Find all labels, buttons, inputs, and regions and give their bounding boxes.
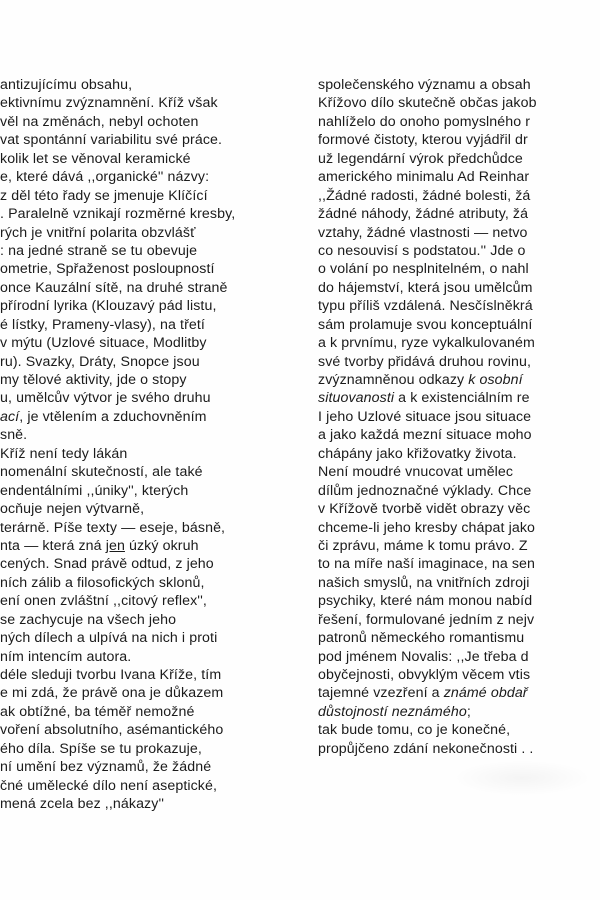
text-line xyxy=(318,131,600,149)
text-segment: nahlíželo do onoho pomyslného r xyxy=(318,113,531,130)
text-segment: tak bude tomu, co je konečné, xyxy=(318,722,511,739)
text-segment: ních zálib a filosofických sklonů, xyxy=(0,574,205,591)
text-line xyxy=(0,224,306,242)
text-line xyxy=(0,168,306,186)
text-line xyxy=(318,703,600,721)
emphasis-text: známé obdař xyxy=(443,685,528,702)
text-line xyxy=(0,242,306,260)
show-through-smudge xyxy=(452,760,592,796)
text-segment: ení onen zvláštní ,,citový reflex'', xyxy=(0,593,207,610)
text-line xyxy=(318,150,600,168)
underlined-text: jen xyxy=(105,537,125,554)
text-segment: terárně. Píše texty — eseje, básně, xyxy=(0,519,226,536)
text-line xyxy=(0,205,306,223)
text-segment: ého díla. Spíše se tu prokazuje, xyxy=(0,740,202,757)
text-segment: I jeho Uzlové situace jsou situace xyxy=(318,408,532,425)
text-line xyxy=(0,76,306,94)
text-line xyxy=(318,334,600,352)
text-column-left xyxy=(0,76,306,814)
text-segment: či zprávu, máme k tomu právo. Z xyxy=(318,537,528,554)
text-segment: zvýznamněnou odkazy xyxy=(318,372,469,388)
text-line xyxy=(0,721,306,739)
text-segment: vztahy, žádné vlastnosti — netvo xyxy=(318,224,528,241)
text-segment: . Paralelně vznikají rozměrné kresby, xyxy=(0,206,236,223)
text-segment: chápány jako křižovatky života. xyxy=(318,445,517,462)
text-segment: déle sleduji tvorbu Ivana Kříže, tím xyxy=(0,667,222,683)
text-segment: formové čistoty, kterou vyjádřil dr xyxy=(318,132,528,149)
text-line xyxy=(0,445,306,463)
text-segment: čné umělecké dílo není aseptické, xyxy=(0,777,218,794)
text-line xyxy=(318,187,600,205)
text-line xyxy=(318,611,600,629)
text-line xyxy=(0,703,306,721)
text-line xyxy=(0,555,306,573)
text-segment: ocňuje nejen výtvarně, xyxy=(0,501,145,518)
emphasis-text: ací xyxy=(0,408,20,425)
text-line xyxy=(0,500,306,518)
text-line xyxy=(318,500,600,518)
text-segment: endentálními ,,úniky'', kterých xyxy=(0,482,189,499)
text-segment: Kříž není tedy lákán xyxy=(0,445,128,462)
text-segment: v mýtu (Uzlové situace, Modlitby xyxy=(0,335,207,352)
text-segment: a jako každá mezní situace moho xyxy=(318,427,532,444)
text-segment: e, které dává ,,organické'' názvy: xyxy=(0,169,210,186)
text-line xyxy=(0,353,306,371)
emphasis-text: situovanosti xyxy=(318,390,395,407)
text-segment: mená zcela bez ,,nákazy'' xyxy=(0,796,165,813)
text-line xyxy=(318,260,600,278)
text-line xyxy=(318,574,600,592)
text-line xyxy=(318,740,600,758)
text-segment: v Křížově tvorbě vidět obrazy věc xyxy=(318,501,531,518)
text-line xyxy=(318,684,600,702)
text-segment: ometrie, Spřaženost posloupností xyxy=(0,261,215,278)
text-segment: , je vtělením a zduchovněním xyxy=(19,408,207,425)
text-line xyxy=(0,684,306,702)
text-line xyxy=(0,297,306,315)
emphasis-text: důstojností neznámého xyxy=(318,703,467,720)
text-line xyxy=(318,555,600,573)
text-line xyxy=(0,537,306,555)
text-line xyxy=(0,389,306,407)
text-segment: co nesouvisí s podstatou.'' Jde o xyxy=(318,242,526,259)
text-line xyxy=(318,168,600,186)
text-line xyxy=(318,297,600,315)
text-line xyxy=(318,113,600,131)
text-line xyxy=(0,260,306,278)
text-line xyxy=(318,316,600,334)
text-segment: ní umění bez významů, že žádné xyxy=(0,759,212,776)
text-segment: a k prvnímu, ryze vykalkulovaném xyxy=(318,335,535,352)
text-line xyxy=(318,94,600,112)
text-segment: to na míře naší imaginace, na sen xyxy=(318,556,536,573)
text-line xyxy=(318,721,600,739)
text-line xyxy=(0,94,306,112)
text-segment: my tělové aktivity, jde o stopy xyxy=(0,372,187,388)
text-line xyxy=(0,150,306,168)
text-segment: a k existenciálním re xyxy=(394,390,530,407)
text-segment: řešení, formulované jedním z nejv xyxy=(318,611,535,628)
text-line xyxy=(318,445,600,463)
text-segment: Není moudré vnucovat umělec xyxy=(318,464,514,481)
text-line xyxy=(318,205,600,223)
text-line xyxy=(318,463,600,481)
text-line xyxy=(0,316,306,334)
text-segment: u, umělcův výtvor je svého druhu xyxy=(0,390,211,407)
text-segment: Křížovo dílo skutečně občas jakob xyxy=(318,95,537,112)
text-segment: patronů německého romantismu xyxy=(318,630,525,647)
text-segment: ektivnímu zvýznamnění. Kříž však xyxy=(0,95,218,112)
text-line xyxy=(0,426,306,444)
text-segment: ; xyxy=(466,703,471,720)
text-segment: společenského významu a obsah xyxy=(318,77,531,93)
text-line xyxy=(0,131,306,149)
text-segment: voření absolutního, asémantického xyxy=(0,722,224,739)
text-line xyxy=(318,76,600,94)
text-line xyxy=(0,758,306,776)
text-line xyxy=(318,519,600,537)
text-line xyxy=(0,740,306,758)
text-segment: : na jedné straně se tu obevuje xyxy=(0,242,198,259)
text-segment: se zachycuje na všech jeho xyxy=(0,611,177,628)
text-line xyxy=(318,666,600,684)
text-line xyxy=(318,592,600,610)
text-segment: ,,Žádné radosti, žádné bolesti, žá xyxy=(318,187,531,204)
text-line xyxy=(0,279,306,297)
text-line xyxy=(318,629,600,647)
text-segment: psychiky, které nám monou nabíd xyxy=(318,593,533,610)
emphasis-text: k osobní xyxy=(468,372,523,388)
text-segment: cených. Snad právě odtud, z jeho xyxy=(0,556,214,573)
text-line xyxy=(0,574,306,592)
text-line xyxy=(318,353,600,371)
text-segment: žádné náhody, žádné atributy, žá xyxy=(318,206,529,223)
text-segment: pod jménem Novalis: ,,Je třeba d xyxy=(318,648,529,665)
text-line xyxy=(0,648,306,666)
text-segment: amerického minimalu Ad Reinhar xyxy=(318,169,530,186)
text-segment: věl na změnách, nebyl ochoten xyxy=(0,113,199,130)
text-segment: kolik let se věnoval keramické xyxy=(0,150,191,167)
text-segment: sně. xyxy=(0,427,28,444)
text-segment: přírodní lyrika (Klouzavý pád listu, xyxy=(0,298,217,315)
text-segment: chceme-li jeho kresby chápat jako xyxy=(318,519,536,536)
text-line xyxy=(0,371,306,389)
text-line xyxy=(318,371,600,389)
text-line xyxy=(0,187,306,205)
text-column-right xyxy=(318,76,600,758)
text-line xyxy=(0,113,306,131)
text-line xyxy=(0,795,306,813)
text-line xyxy=(318,279,600,297)
text-line xyxy=(318,408,600,426)
text-segment: rých je vnitřní polarita obzvlášť xyxy=(0,224,196,241)
text-line xyxy=(318,389,600,407)
text-line xyxy=(0,408,306,426)
text-line xyxy=(0,519,306,537)
text-segment: ním intencím autora. xyxy=(0,648,132,665)
text-segment: ak obtížné, ba téměř nemožné xyxy=(0,703,195,720)
text-segment: sám prolamuje svou konceptuální xyxy=(318,316,533,333)
text-line xyxy=(0,463,306,481)
text-line xyxy=(0,777,306,795)
text-line xyxy=(318,224,600,242)
text-segment: e mi zdá, že právě ona je důkazem xyxy=(0,685,224,702)
text-line xyxy=(0,666,306,684)
text-line xyxy=(0,334,306,352)
text-line xyxy=(318,242,600,260)
text-segment: propůjčeno zdání nekonečnosti . . xyxy=(318,740,534,757)
text-line xyxy=(0,482,306,500)
text-segment: é lístky, Prameny-vlasy), na třetí xyxy=(0,316,205,333)
text-line xyxy=(318,482,600,500)
text-segment: o volání po nesplnitelném, o nahl xyxy=(318,261,529,278)
text-line xyxy=(318,648,600,666)
text-segment: své tvorby přidává druhou rovinu, xyxy=(318,353,532,370)
text-segment: úzký okruh xyxy=(124,537,199,554)
text-segment: našich smyslů, na vnitřních zdroji xyxy=(318,574,530,591)
text-line xyxy=(0,611,306,629)
text-segment: vat spontánní variabilitu své práce. xyxy=(0,132,223,149)
text-line xyxy=(318,537,600,555)
text-segment: nta — která zná xyxy=(0,537,106,554)
text-line xyxy=(0,629,306,647)
text-segment: once Kauzální sítě, na druhé straně xyxy=(0,279,228,296)
text-segment: typu příliš vzdálená. Nesčíslněkrá xyxy=(318,298,533,315)
text-segment: do hájemství, která jsou umělcům xyxy=(318,279,533,296)
text-line xyxy=(318,426,600,444)
text-segment: už legendární výrok předchůdce xyxy=(318,150,523,167)
text-segment: tajemné vzezření a xyxy=(318,685,444,702)
text-line xyxy=(0,592,306,610)
text-segment: dílům jednoznačné výklady. Chce xyxy=(318,482,532,499)
text-segment: obyčejnosti, obvyklým věcem vtis xyxy=(318,667,531,683)
text-segment: z děl této řady se jmenuje Klíčící xyxy=(0,187,208,204)
text-segment: nomenální skutečností, ale také xyxy=(0,464,203,481)
text-segment: antizujícímu obsahu, xyxy=(0,77,133,93)
text-segment: ru). Svazky, Dráty, Snopce jsou xyxy=(0,353,200,370)
text-segment: ných dílech a ulpívá na nich i proti xyxy=(0,630,218,647)
